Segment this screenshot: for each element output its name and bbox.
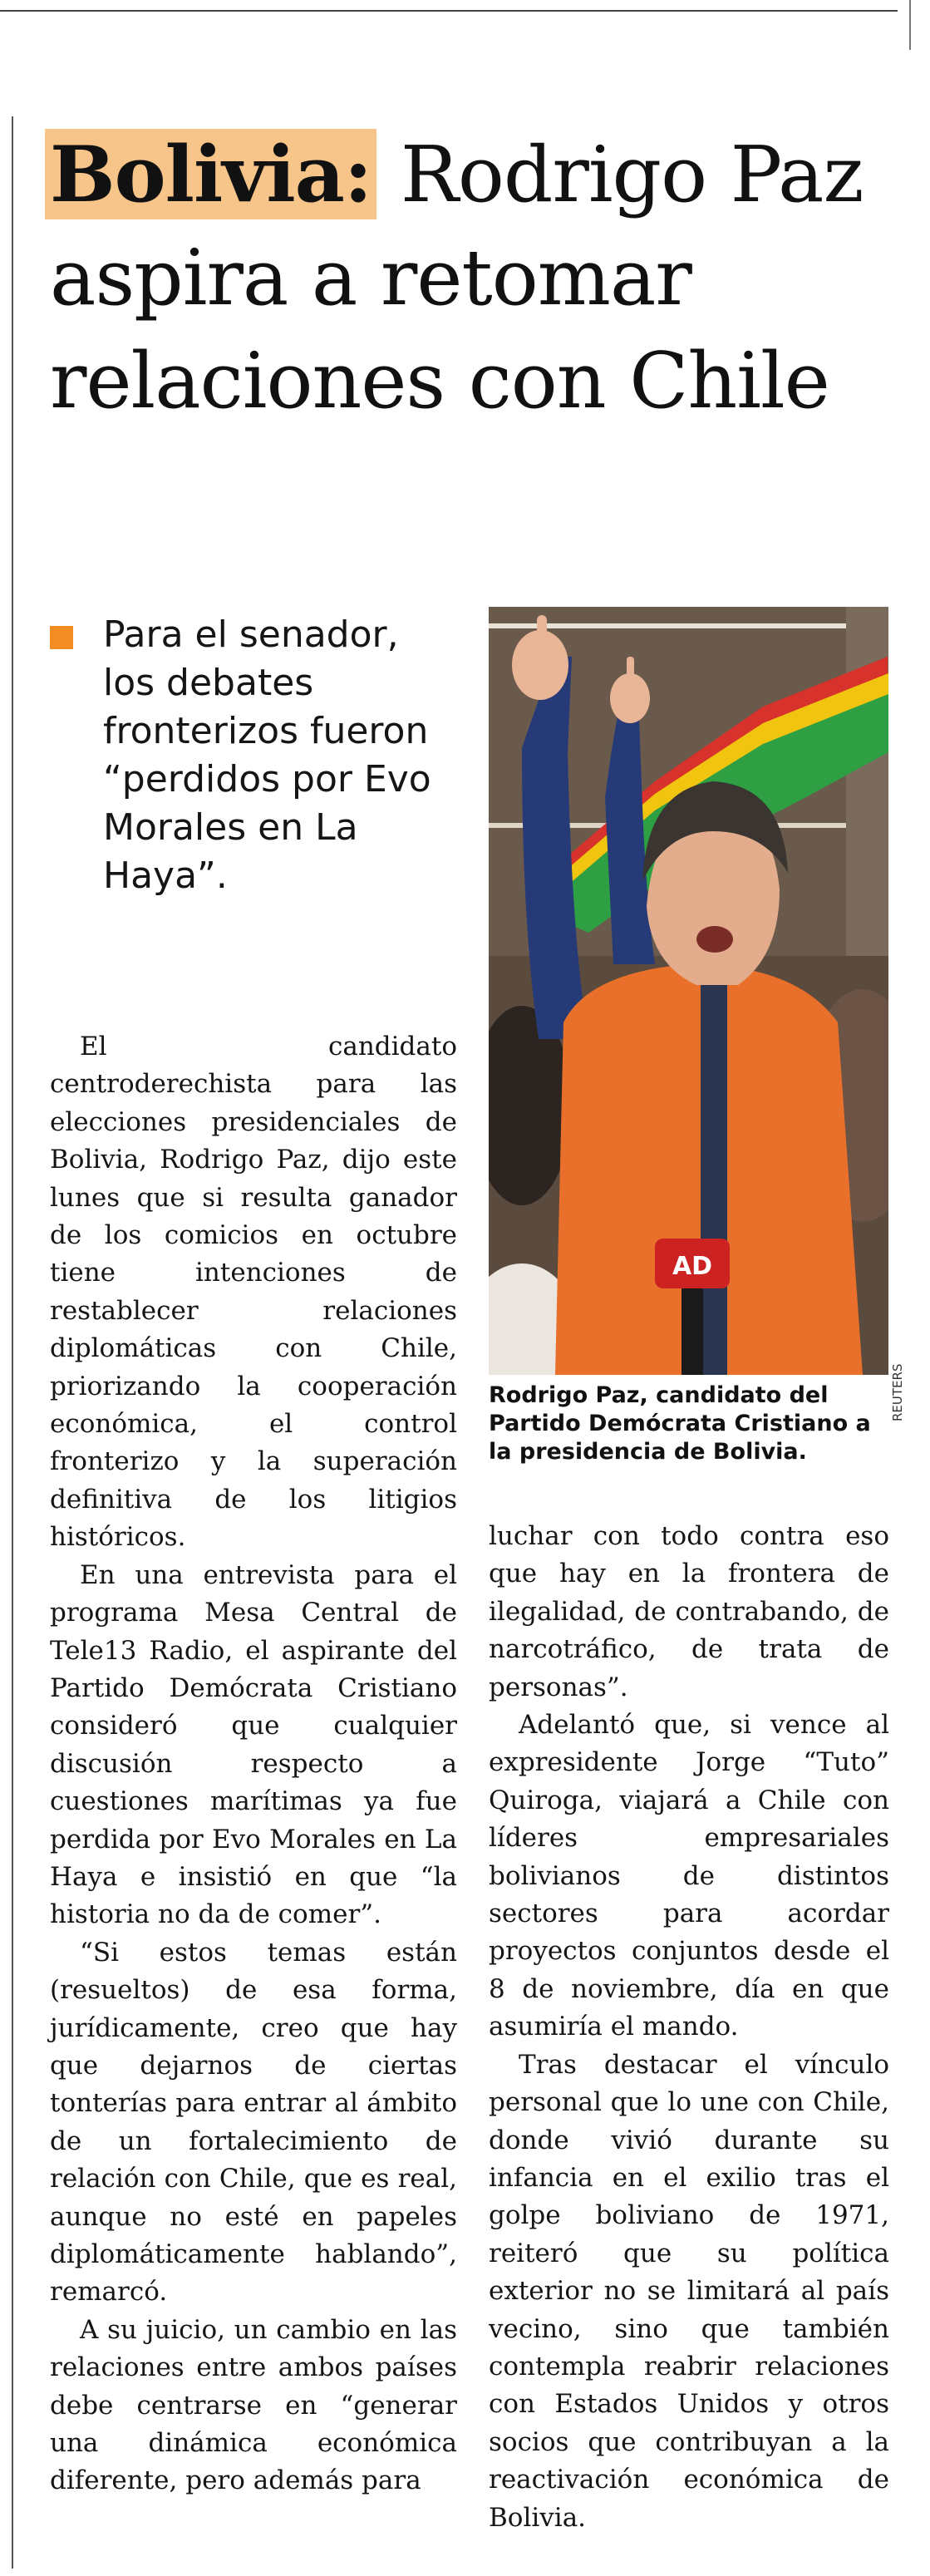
headline-kicker: Bolivia: (45, 129, 376, 219)
news-photo (489, 607, 888, 1375)
bullet-square-icon (50, 626, 73, 649)
body-column-2 (489, 1518, 889, 2537)
body-paragraph: Tras destacar el vínculo personal que lo une con Chile, donde vivió durante su infancia en el exilio tras el golpe boliviano de 1971, reiteró que su política exterior no se limitará al país vecino, sino que también contempla reabrir relaciones con Estados Unidos y otros socios que contribuyan a la reactivación económica de Bolivia. (489, 2049, 889, 2533)
microphone-logo-text: AD (672, 1252, 713, 1281)
dek-text: Para el senador, los debates fronterizos fueron “perdidos por Evo Morales en La Haya”. (103, 613, 431, 897)
dek (50, 611, 449, 900)
body-paragraph: Adelantó que, si vence al expresidente Jorge “Tuto” Quiroga, viajará a Chile con líderes empresariales bolivianos de distintos sectores para acordar proyectos conjuntos desde el 8 de noviembre, día en que asumiría el mando. (489, 1710, 889, 2042)
body-paragraph: luchar con todo contra eso que hay en la frontera de ilegalidad, de contrabando, de narcotráfico, de trata de personas”. (489, 1521, 889, 1702)
right-rule (909, 0, 911, 50)
body-paragraph: El candidato centroderechista para las elecciones presidenciales de Bolivia, Rodrigo Paz, dijo este lunes que si resulta ganador de los comicios en octubre tiene intenciones de restablecer relaciones diplomáticas con Chile, priorizando la cooperación económica, el control fronterizo y la superación definitiva de los litigios históricos. (50, 1032, 457, 1553)
photo-credit: REUTERS (890, 1363, 905, 1421)
body-paragraph: En una entrevista para el programa Mesa Central de Tele13 Radio, el aspirante del Partido Demócrata Cristiano consideró que cualquier discusión respecto a cuestiones marítimas ya fue perdida por Evo Morales en La Haya e insistió en que “la historia no da de comer”. (50, 1559, 457, 1930)
body-paragraph: “Si estos temas están (resueltos) de esa forma, jurídicamente, creo que hay que dejarnos de ciertas tonterías para entrar al ámbito de un fortalecimiento de relación con Chile, que es real, aunque no esté en papeles diplomáticamente hablando”, remarcó. (50, 1937, 457, 2308)
body-column-1 (50, 1028, 457, 2500)
left-column-rule (12, 116, 13, 2569)
top-rule (0, 10, 898, 12)
photo-caption: Rodrigo Paz, candidato del Partido Demócrata Cristiano a la presidencia de Bolivia. (489, 1382, 871, 1465)
body-paragraph: A su juicio, un cambio en las relaciones entre ambos países debe centrarse en “generar una dinámica económica diferente, pero además para (50, 2314, 457, 2496)
headline-title: Rodrigo Paz aspira a retomar relaciones con Chile (50, 130, 864, 426)
headline (50, 123, 889, 432)
